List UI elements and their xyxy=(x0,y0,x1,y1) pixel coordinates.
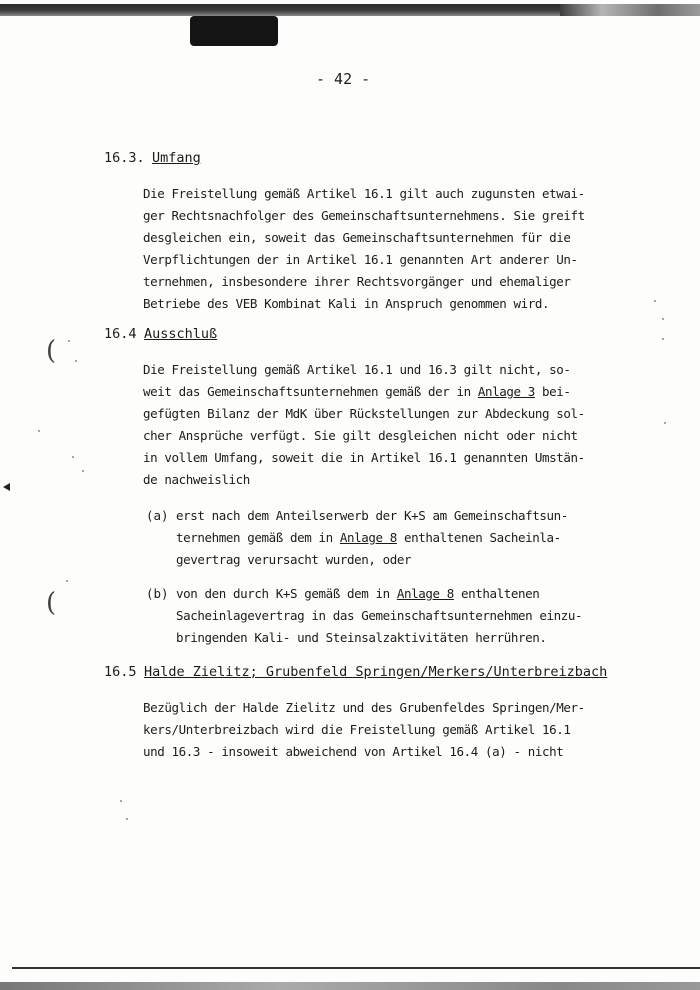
scan-speck xyxy=(662,338,664,340)
line-segment: von den durch K+S gemäß dem in xyxy=(176,586,397,601)
list-item-line: erst nach dem Anteilserwerb der K+S am Gemeinschaftsun- xyxy=(176,508,568,523)
paragraph-line: gefügten Bilanz der MdK über Rückstellungen zur Abdeckung sol- xyxy=(143,406,585,421)
list-item-line: gevertrag verursacht wurden, oder xyxy=(176,552,412,567)
line-segment: enthaltenen xyxy=(453,586,540,601)
scan-speck xyxy=(120,800,122,802)
paragraph-line: de nachweislich xyxy=(143,472,250,487)
line-segment: weit das Gemeinschaftsunternehmen gemäß der in xyxy=(143,384,478,399)
list-item-line xyxy=(176,530,561,546)
section-number: 16.3. xyxy=(104,150,145,166)
paragraph-line: Die Freistellung gemäß Artikel 16.1 gilt auch zugunsten etwai- xyxy=(143,186,585,201)
annex-reference: Anlage 3 xyxy=(477,384,535,399)
line-segment: enthaltenen Sacheinla- xyxy=(396,530,561,545)
scan-speck xyxy=(66,580,68,582)
annex-reference: Anlage 8 xyxy=(339,530,397,545)
section-title: Halde Zielitz; Grubenfeld Springen/Merkers/Unterbreizbach xyxy=(144,664,608,680)
section-number: 16.4 xyxy=(104,326,137,342)
punch-hole-mark-icon: ( xyxy=(46,588,57,618)
scan-speck xyxy=(664,422,666,424)
list-item-label: (b) xyxy=(146,586,169,601)
annex-reference: Anlage 8 xyxy=(396,586,454,601)
paragraph-line: kers/Unterbreizbach wird die Freistellung gemäß Artikel 16.1 xyxy=(143,722,571,737)
scan-speck xyxy=(38,430,40,432)
scan-speck xyxy=(654,300,656,302)
scan-speck xyxy=(68,340,70,342)
line-segment: ternehmen gemäß dem in xyxy=(176,530,340,545)
paragraph-line: Die Freistellung gemäß Artikel 16.1 und 16.3 gilt nicht, so- xyxy=(143,362,571,377)
margin-arrow-icon xyxy=(3,483,10,491)
section-title: Umfang xyxy=(152,150,201,166)
scan-speck xyxy=(72,456,74,458)
paragraph-line: Bezüglich der Halde Zielitz und des Grubenfeldes Springen/Mer- xyxy=(143,700,585,715)
paragraph-line: Betriebe des VEB Kombinat Kali in Anspruch genommen wird. xyxy=(143,296,550,311)
paragraph-line: und 16.3 - insoweit abweichend von Artikel 16.4 (a) - nicht xyxy=(143,744,564,759)
scan-speck xyxy=(75,360,77,362)
page-number: - 42 - xyxy=(316,70,371,88)
line-segment: bei- xyxy=(534,384,571,399)
paragraph-line: in vollem Umfang, soweit die in Artikel 16.1 genannten Umstän- xyxy=(143,450,585,465)
paragraph-line: ternehmen, insbesondere ihrer Rechtsvorgänger und ehemaliger xyxy=(143,274,571,289)
redaction-block xyxy=(190,16,278,46)
scan-bottom-rule xyxy=(12,967,700,969)
paragraph-line: Verpflichtungen der in Artikel 16.1 genannten Art anderer Un- xyxy=(143,252,578,267)
section-title: Ausschluß xyxy=(144,326,218,342)
paragraph-line: desgleichen ein, soweit das Gemeinschaftsunternehmen für die xyxy=(143,230,571,245)
list-item-label: (a) xyxy=(146,508,169,523)
list-item-line: bringenden Kali- und Steinsalzaktivitäten herrühren. xyxy=(176,630,547,645)
paragraph-line: cher Ansprüche verfügt. Sie gilt desgleichen nicht oder nicht xyxy=(143,428,578,443)
paragraph-line: ger Rechtsnachfolger des Gemeinschaftsunternehmens. Sie greift xyxy=(143,208,585,223)
scan-speck xyxy=(82,470,84,472)
punch-hole-mark-icon: ( xyxy=(46,336,57,366)
list-item-line: Sacheinlagevertrag in das Gemeinschaftsunternehmen einzu- xyxy=(176,608,583,623)
scan-bottom-border xyxy=(0,982,700,990)
section-number: 16.5 xyxy=(104,664,137,680)
scan-top-border xyxy=(0,4,700,16)
paragraph-line xyxy=(143,384,571,400)
list-item-line xyxy=(176,586,539,602)
scan-speck xyxy=(126,818,128,820)
scan-speck xyxy=(662,318,664,320)
